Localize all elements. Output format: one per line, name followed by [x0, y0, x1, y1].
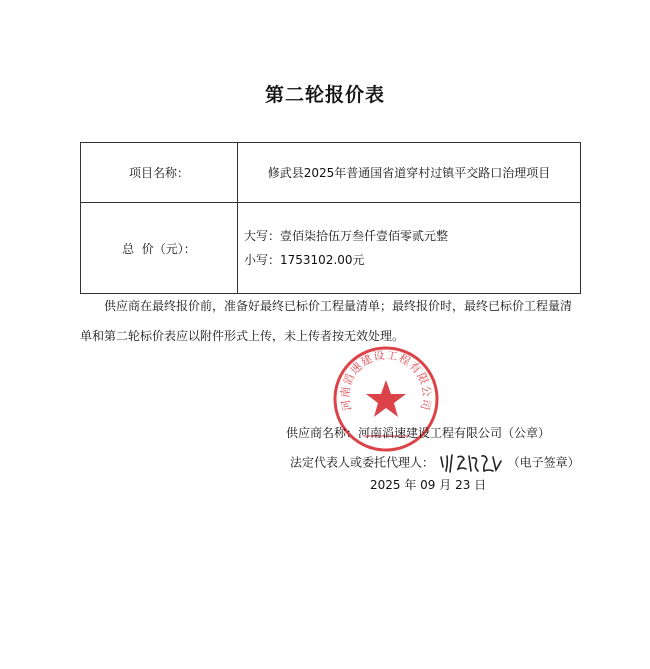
supplier-name: 供应商名称：河南滔速建设工程有限公司（公章） — [286, 426, 551, 440]
quote-table — [80, 142, 581, 294]
total-price-value — [238, 203, 581, 294]
legal-rep-label: 法定代表人或委托代理人： — [290, 455, 435, 470]
amount-in-figures: 小写：1753102.00元 — [244, 253, 365, 267]
e-signature-note: （电子签章） — [507, 455, 580, 470]
project-name-value: 修武县2025年普通国省道穿村过镇平交路口治理项目 — [238, 143, 581, 203]
instruction-note: 供应商在最终报价前，准备好最终已标价工程量清单；最终报价时，最终已标价工程量清单和第二轮标价表应以附件形式上传，未上传者按无效处理。 — [80, 299, 573, 343]
project-name-label: 项目名称： — [81, 143, 238, 203]
signing-date: 2025 年 09 月 23 日 — [370, 478, 487, 492]
table-row — [81, 203, 581, 294]
legal-representative — [290, 451, 580, 475]
total-price-label-text: 总 价（元）： — [122, 241, 196, 256]
table-row — [81, 143, 581, 203]
handwritten-signature-icon — [438, 451, 504, 475]
total-price-label — [81, 203, 238, 294]
page-title: 第二轮报价表 — [264, 84, 385, 106]
amount-in-words: 大写：壹佰柒拾伍万叁仟壹佰零贰元整 — [244, 229, 449, 243]
seal-text: 河南滔速建设工程有限公司 — [338, 348, 434, 413]
